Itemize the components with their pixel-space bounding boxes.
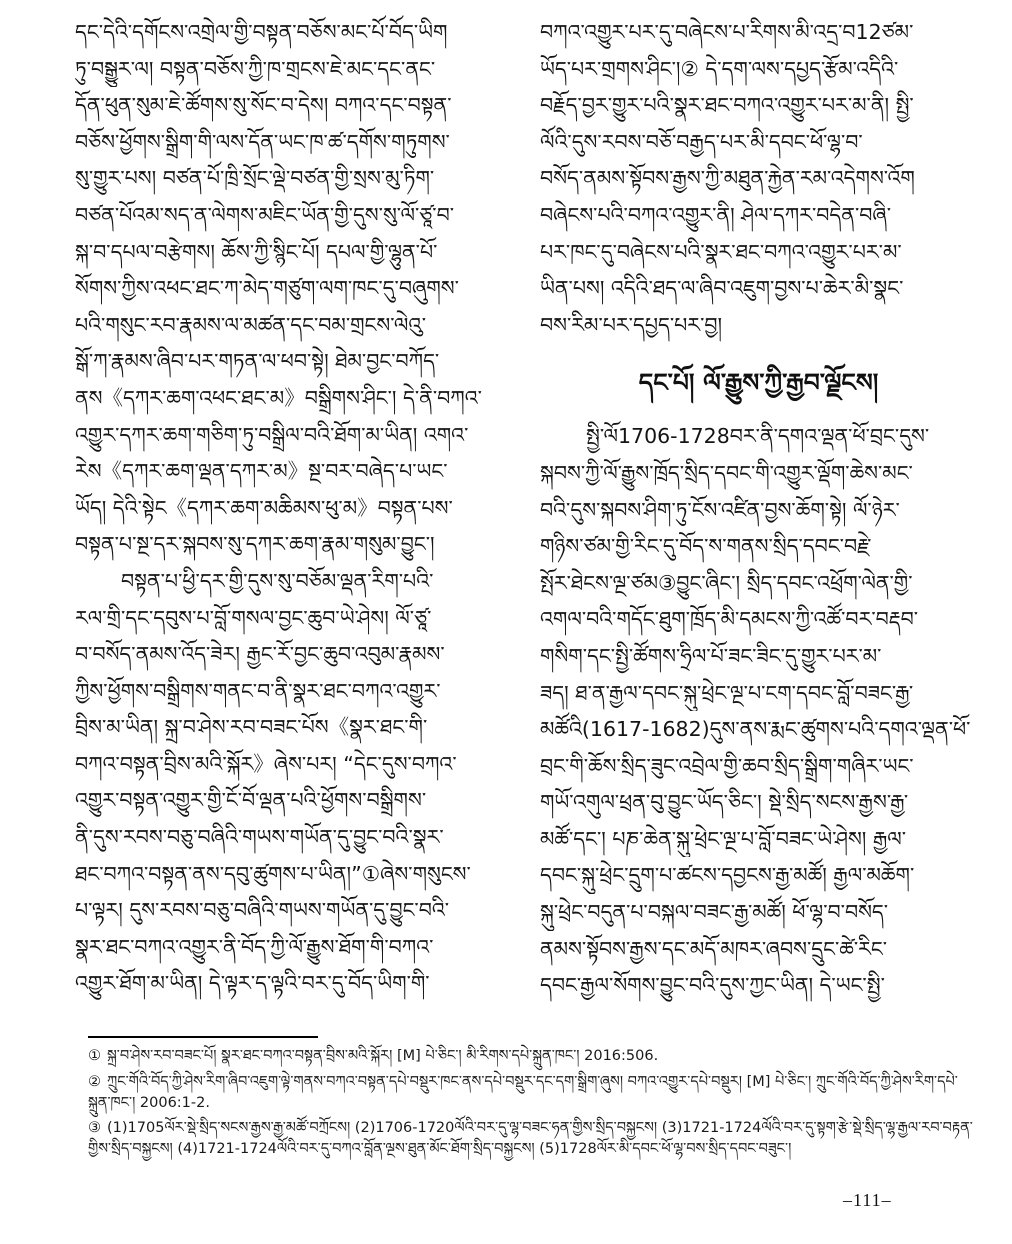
text-line: པའི་གསུང་རབ་རྣམས་ལ་མཚན་དང་བམ་གྲངས་ལེའུ་	[75, 312, 427, 337]
text-line: དང་དེའི་དགོངས་འགྲེལ་གྱི་བསྟན་བཅོས་མང་པོ་བོད་ཡིག	[75, 20, 448, 44]
text-line: བྲིས་མ་ཡིན། སྐྲ་བ་ཤེས་རབ་བཟང་པོས《སྣར་ཐང་གི་	[75, 715, 428, 740]
footnote-1	[88, 1046, 974, 1067]
footnotes-block	[88, 1046, 974, 1165]
right-text-column	[540, 14, 977, 1004]
text-line: སྤོར་ཐེངས་ལྔ་ཙམ③བྱུང་ཞིང་། སྲིད་དབང་འཕྲོག་ལེན་གྱི་	[540, 570, 913, 595]
text-line: སྣར་ཐང་བཀའ་འགྱུར་ནི་བོད་ཀྱི་ལོ་རྒྱུས་ཐོག་གི་བཀའ་	[75, 934, 434, 959]
footnote-2-marker: ②	[88, 1073, 101, 1090]
text-line: སོགས་ཀྱིས་འཕང་ཐང་ཀ་མེད་གཙུག་ལག་ཁང་དུ་བཞུགས་	[75, 276, 459, 301]
text-line: བཀའ་བསྟན་བྲིས་མའི་སྐོར》ཞེས་པར། “དེང་དུས་བཀའ་	[75, 751, 457, 776]
footnote-1-text: སྐྲ་བ་ཤེས་རབ་བཟང་པོ། སྣར་ཐང་བཀའ་བསྟན་བྲིས་མའི་སྐོར། [M] པེ་ཅིང་། མི་རིགས་དཔེ་སྐྲུན་ཁང་། 2016:506.	[107, 1048, 659, 1064]
text-line: གཡོ་འགུལ་ཕྲན་བུ་བྱུང་ཡོད་ཅིང་། སྡེ་སྲིད་སངས་རྒྱས་རྒྱ་	[540, 790, 909, 815]
text-line: དབང་སྐུ་ཕྲེང་དྲུག་པ་ཚངས་དབྱངས་རྒྱ་མཚོ། རྒྱལ་མཆོག་	[540, 863, 915, 888]
text-line: སྐུ་ཕྲེང་བདུན་པ་བསྐལ་བཟང་རྒྱ་མཚོ། ཕོ་ལྷ་བ་བསོད་	[540, 900, 889, 925]
text-line: རལ་གྲི་དང་དབུས་པ་བློ་གསལ་བྱང་ཆུབ་ཡེ་ཤེས། ལོ་ཙཱ་	[75, 605, 432, 630]
footnote-separator-rule	[88, 1036, 318, 1038]
text-line: ཡིན་པས། འདིའི་ཐད་ལ་ཞིབ་འཇུག་བྱས་པ་ཆེར་མི་སྣང་	[540, 276, 904, 301]
text-line: འགྱུར་བསྟན་འགྱུར་གྱི་ངོ་བོ་ལྡན་པའི་ཕྱོགས་བསྒྲིགས་	[75, 788, 427, 813]
text-line: བརྗོད་བྱར་གྱུར་པའི་སྣར་ཐང་བཀའ་འགྱུར་པར་མ་ནི། སྤྱི་	[540, 93, 914, 118]
text-line: རེས《དཀར་ཆག་ལྡན་དཀར་མ》སྔ་བར་བཞེད་པ་ཡང་	[75, 459, 448, 484]
text-line: སྤྱི་ལོ1706-1728བར་ནི་དགའ་ལྡན་ཕོ་བྲང་དུས་	[586, 424, 930, 449]
footnote-2	[88, 1072, 974, 1114]
text-line: སྒོ་ཀ་རྣམས་ཞིབ་པར་གཏན་ལ་ཕབ་སྟེ། ཐེམ་བྱང་བཀོད་	[75, 349, 440, 374]
text-line: ཡོད། དེའི་སྟེང《དཀར་ཆག་མཆིམས་ཕུ་མ》བསྟན་པས་	[75, 495, 453, 520]
footnote-1-marker: ①	[88, 1048, 101, 1064]
text-line: གསིག་དང་སྤྱི་ཚོགས་ཧྲིལ་པོ་ཟང་ཟིང་དུ་གྱུར་པར་མ་	[540, 643, 882, 668]
text-line: ཡོད་པར་གྲགས་ཤིང་།② དེ་དག་ལས་དཔྱད་རྩོམ་འདིའི་	[540, 56, 899, 81]
text-line: བསྟན་པ་སྔ་དར་སྐབས་སུ་དཀར་ཆག་རྣམ་གསུམ་བྱུང་།	[75, 532, 435, 557]
text-line: བའི་དུས་སྐབས་ཤིག་ཏུ་ངོས་འཛིན་བྱས་ཆོག་སྟེ། ལོ་ཉེར་	[540, 497, 900, 522]
text-line: འགྱུར་ཐོག་མ་ཡིན། དེ་ལྟར་ད་ལྟའི་བར་དུ་བོད་ཡིག་གི་	[75, 971, 430, 996]
text-line: ནམས་སྟོབས་རྒྱས་དང་མདོ་མཁར་ཞབས་དྲུང་ཚེ་རིང་	[540, 936, 888, 961]
footnote-2-text: ཀྲུང་གོའི་བོད་ཀྱི་ཤེས་རིག་ཞིབ་འཇུག་ལྟེ་གནས་བཀའ་བསྟན་དཔེ་བསྡུར་ཁང་ནས་དཔེ་བསྡུར་དང་དག་སྒྲིག་ཞུས། བཀའ་འགྱུར་དཔེ་བསྡུར། [M] པེ་ཅིང་། ཀྲུང་གོའི་བོད་ཀྱི་ཤེས་རིག་དཔེ་སྐྲུན་ཁང་། 2006:1-2.	[88, 1073, 958, 1111]
text-line: སྐ་བ་དཔལ་བརྩེགས། ཆོས་ཀྱི་སྙིང་པོ། དཔལ་གྱི་ལྷུན་པོ་	[75, 239, 438, 264]
text-line: བཙན་པོའམ་སད་ན་ལེགས་མཇིང་ཡོན་གྱི་དུས་སུ་ལོ་ཙཱ་བ་	[75, 202, 455, 227]
text-line: པ་ལྟར། དུས་རབས་བཅུ་བཞིའི་གཡས་གཡོན་དུ་བྱུང་བའི་	[75, 898, 450, 923]
text-line: མཚོའི(1617-1682)དུས་ནས་རྨང་ཚུགས་པའི་དགའ་ལྡན་ཕོ་	[540, 717, 971, 742]
right-paragraph-1	[540, 14, 977, 343]
text-line: དོན་ཕུན་སུམ་ཇེ་ཚོགས་སུ་སོང་བ་དེས། བཀའ་དང་བསྟན་	[75, 93, 452, 118]
section-heading: དང་པོ། ལོ་རྒྱུས་ཀྱི་རྒྱབ་ལྗོངས།	[638, 368, 879, 398]
text-line: པར་ཁང་དུ་བཞེངས་པའི་སྣར་ཐང་བཀའ་འགྱུར་པར་མ་	[540, 239, 902, 264]
text-line: ཏུ་བསྒྱུར་ལ། བསྟན་བཅོས་ཀྱི་ཁ་གྲངས་ཇེ་མང་དང་ནང་	[75, 56, 436, 81]
page-number: –111–	[843, 1190, 892, 1210]
right-paragraph-2	[540, 418, 977, 1004]
text-line: ཟད། ཐ་ན་རྒྱལ་དབང་སྐུ་ཕྲེང་ལྔ་པ་ངག་དབང་བློ་བཟང་རྒྱ་	[540, 680, 914, 705]
text-line: སྐབས་ཀྱི་ལོ་རྒྱུས་ཁྲོད་སྲིད་དབང་གི་འགྱུར་ལྡོག་ཆེས་མང་	[540, 460, 913, 485]
text-line: བསྟན་པ་ཕྱི་དར་གྱི་དུས་སུ་བཅོམ་ལྡན་རིག་པའི་	[121, 568, 434, 593]
text-line: དབང་རྒྱལ་སོགས་བྱུང་བའི་དུས་ཀྱང་ཡིན། དེ་ཡང་སྤྱི་	[540, 973, 885, 998]
text-line: བཀའ་འགྱུར་པར་དུ་བཞེངས་པ་རིགས་མི་འདྲ་བ12ཙམ་	[540, 20, 914, 44]
text-line: ནི་དུས་རབས་བཅུ་བཞིའི་གཡས་གཡོན་དུ་བྱུང་བའི་སྣར་	[75, 825, 444, 850]
text-line: བཞེངས་པའི་བཀའ་འགྱུར་ནི། ཤེལ་དཀར་བདེན་བཞི་	[540, 202, 892, 227]
text-line: ནས《དཀར་ཆག་འཕང་ཐང་མ》བསྒྲིགས་ཤིང་། དེ་ནི་བཀའ་	[75, 385, 482, 410]
text-line: མཚོ་དང་། པཎ་ཆེན་སྐུ་ཕྲེང་ལྔ་པ་བློ་བཟང་ཡེ་ཤེས། རྒྱལ་	[540, 826, 907, 851]
footnote-3-marker: ③	[88, 1120, 101, 1137]
footnote-3-text: (1)1705ལོར་སྡེ་སྲིད་སངས་རྒྱས་རྒྱ་མཚོ་བཀྲོངས། (2)1706-1720ལོའི་བར་དུ་ལྷ་བཟང་ཧན་གྱིས་སྲིད་བསྐྱངས། (3)1721-1724ལོའི་བར་དུ་སྟག་རྩེ་སྡེ་སྲིད་ལྷ་རྒྱལ་རབ་བརྟན་གྱིས་སྲིད་བསྐྱངས། (4)1721-1724ལོའི་བར་དུ་བཀའ་བློན་ལྔས་ཐུན་མོང་ཐོག་སྲིད་བསྐྱངས། (5)1728ལོར་མི་དབང་ཕོ་ལྷ་བས་སྲིད་དབང་བཟུང་།	[88, 1120, 973, 1158]
text-line: བསོད་ནམས་སྟོབས་རྒྱས་ཀྱི་མཐུན་རྐྱེན་རམ་འདེགས་འོག	[540, 166, 915, 191]
text-line: བྲང་གི་ཆོས་སྲིད་ཟུང་འབྲེལ་གྱི་ཆབ་སྲིད་སྒྲིག་གཞིར་ཡང་	[540, 753, 914, 778]
text-line: ཀྱིས་ཕྱོགས་བསྒྲིགས་གནང་བ་ནི་སྣར་ཐང་བཀའ་འགྱུར་	[75, 678, 441, 703]
text-line: བཅོས་ཕྱོགས་སྒྲིག་གི་ལས་དོན་ཡང་ཁ་ཚ་དགོས་གཏུགས་	[75, 129, 450, 154]
text-line: ཐང་བཀའ་བསྟན་ནས་དབུ་ཚུགས་པ་ཡིན།”①ཞེས་གསུངས་	[75, 861, 471, 886]
left-text-column	[75, 14, 508, 1002]
text-line: གཉིས་ཙམ་གྱི་རིང་དུ་བོད་ས་གནས་སྲིད་དབང་བརྗེ་	[540, 534, 872, 559]
text-line: ལོའི་དུས་རབས་བཅོ་བརྒྱད་པར་མི་དབང་ཕོ་ལྷ་བ་	[540, 129, 863, 154]
text-line: བ་བསོད་ནམས་འོད་ཟེར། རྒྱང་རོ་བྱང་ཆུབ་འབུམ་རྣམས་	[75, 642, 445, 667]
text-line: འགྱུར་དཀར་ཆག་གཅིག་ཏུ་བསྒྲིལ་བའི་ཐོག་མ་ཡིན། འགའ་	[75, 422, 469, 447]
text-line: བས་རིམ་པར་དཔྱད་པར་བྱ།	[540, 312, 723, 337]
text-line: འགལ་བའི་གདོང་ཐུག་ཁྲོད་མི་དམངས་ཀྱི་འཚོ་བར་བརྡབ་	[540, 607, 919, 632]
footnote-3	[88, 1118, 974, 1160]
text-line: སུ་གྱུར་པས། བཙན་པོ་ཁྲི་སྲོང་ལྡེ་བཙན་གྱི་སྲས་མུ་ཏིག་	[75, 166, 435, 191]
